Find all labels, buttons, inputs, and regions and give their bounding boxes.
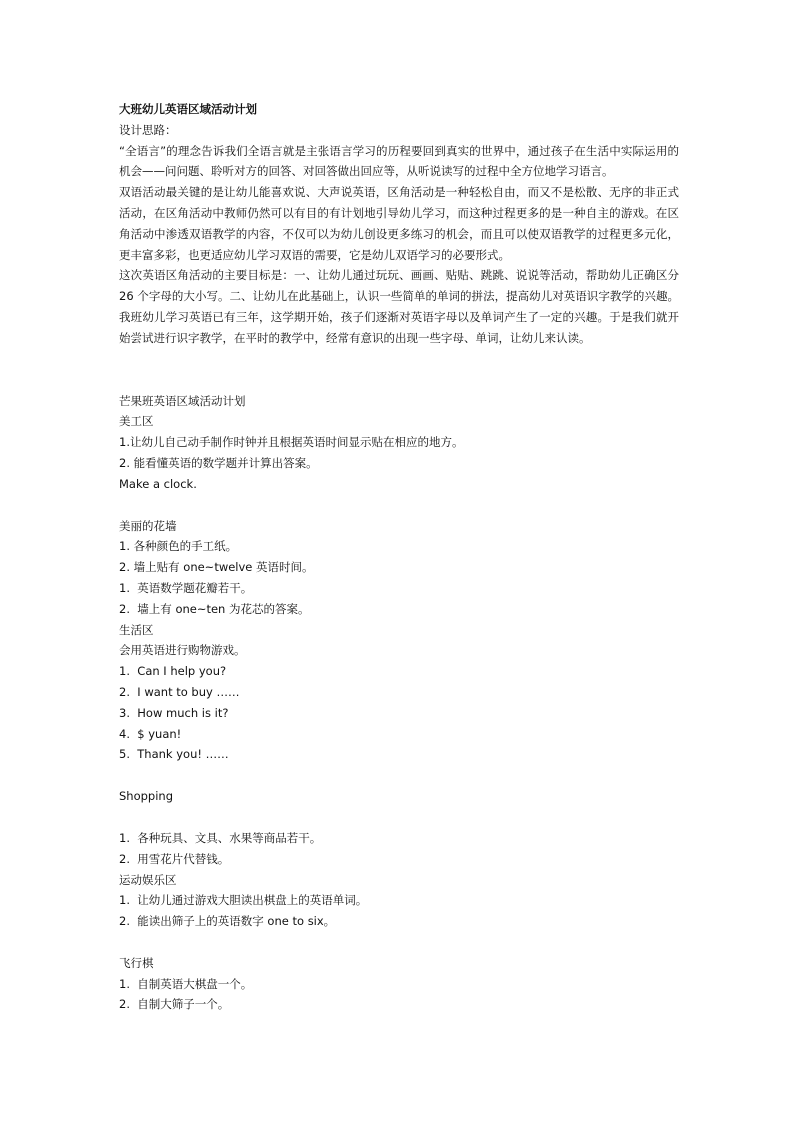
list-item: 2. 自制大筛子一个。 (119, 997, 230, 1012)
section-heading-flower-wall: 美丽的花墙 (119, 518, 177, 533)
paragraph-goals: 这次英语区角活动的主要目标是：一、让幼儿通过玩玩、画画、贴贴、跳跳、说说等活动，帮助幼儿正确区分 26 个字母的大小写。二、让幼儿在此基础上，认识一些简单的单词的拼法，提高幼儿对英语识字教学的兴趣。我班幼儿学习英语已有三年，这学期开始，孩子们逐渐对英语字母以及单词产生了一定的兴趣。于是我们就开始尝试进行识字教学，在平时的教学中，经常有意识的出现一些字母、单词，让幼儿来认读。 (119, 268, 679, 345)
list-item: 4. $ yuan! (119, 726, 182, 741)
list-item: 2. 用雪花片代替钱。 (119, 851, 230, 866)
list-item: 1. 英语数学题花瓣若干。 (119, 580, 253, 595)
paragraph-bilingual: 双语活动最关键的是让幼儿能喜欢说、大声说英语，区角活动是一种轻松自由，而又不是松散、无序的非正式活动，在区角活动中教师仍然可以有目的有计划地引导幼儿学习，而这种过程更多的是一种自主的游戏。在区角活动中渗透双语教学的内容，不仅可以为幼儿创设更多练习的机会，而且可以使双语教学的过程更多元化，更丰富多彩，也更适应幼儿学习双语的需要，它是幼儿双语学习的必要形式。 (119, 185, 679, 262)
list-item: 1. 自制英语大棋盘一个。 (119, 976, 253, 991)
spacer (119, 932, 679, 953)
list-item: 1. 各种颜色的手工纸。 (119, 539, 238, 554)
spacer (119, 349, 679, 391)
list-item: 2. 墙上贴有 one~twelve 英语时间。 (119, 560, 314, 575)
spacer (119, 765, 679, 786)
paragraph-whole-language: “全语言”的理念告诉我们全语言就是主张语言学习的历程要回到真实的世界中，通过孩子在生活中实际运用的机会——问问题、聆听对方的回答、对回答做出回应等，从听说读写的过程中全方位地学习语言。 (119, 143, 679, 179)
plan-title: 芒果班英语区域活动计划 (119, 393, 246, 408)
list-item: 2. 墙上有 one~ten 为花芯的答案。 (119, 601, 310, 616)
spacer (119, 495, 679, 516)
list-item: 1. Can I help you? (119, 664, 227, 679)
document-title: 大班幼儿英语区域活动计划 (119, 102, 257, 116)
list-item: 5. Thank you! …… (119, 747, 229, 762)
list-item: 2. 能看懂英语的数学题并计算出答案。 (119, 455, 318, 470)
section-heading-sports: 运动娱乐区 (119, 872, 177, 887)
section-heading-shopping: Shopping (119, 789, 174, 804)
list-item: Make a clock. (119, 476, 197, 491)
list-item: 1.让幼儿自己动手制作时钟并且根据英语时间显示贴在相应的地方。 (119, 435, 464, 450)
section-heading-flying-chess: 飞行棋 (119, 955, 154, 970)
section-heading-life: 生活区 (119, 622, 154, 637)
list-item: 3. How much is it? (119, 705, 229, 720)
list-item: 2. I want to buy …… (119, 684, 240, 699)
list-item: 1. 各种玩具、文具、水果等商品若干。 (119, 830, 322, 845)
spacer (119, 807, 679, 828)
list-item: 2. 能读出筛子上的英语数字 one to six。 (119, 914, 336, 929)
list-item: 1. 让幼儿通过游戏大胆读出棋盘上的英语单词。 (119, 893, 368, 908)
design-label: 设计思路： (119, 122, 177, 137)
document-page (119, 99, 679, 1015)
section-intro-life: 会用英语进行购物游戏。 (119, 643, 246, 658)
section-heading-art: 美工区 (119, 414, 154, 429)
